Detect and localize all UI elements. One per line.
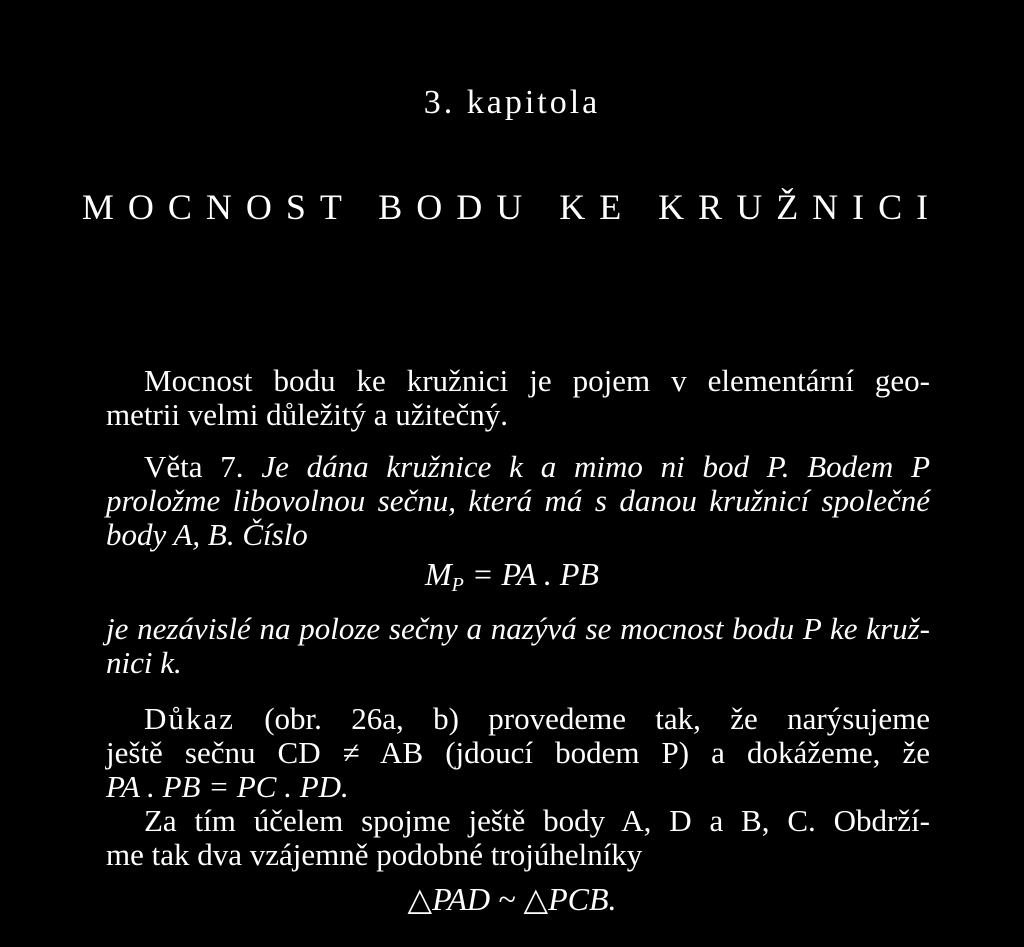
theorem-line-4: je nezávislé na poloze sečny a nazývá se mocnost bodu P ke kruž- — [106, 611, 930, 646]
intro-line-2: metrii velmi důležitý a užitečný. — [106, 397, 509, 432]
theorem-paragraph — [106, 450, 930, 552]
formula-subscript: P — [451, 574, 464, 596]
chapter-label: 3. kapitola — [423, 84, 601, 121]
proof-line-2: ještě sečnu CD ≠ AB (jdoucí bodem P) a dokážeme, že — [106, 735, 930, 770]
power-formula — [0, 556, 1024, 597]
formula-lhs: M — [425, 556, 452, 592]
theorem-continuation — [106, 612, 930, 680]
proof-line-5: me tak dva vzájemně podobné trojúhelníky — [106, 837, 643, 872]
intro-line-1: Mocnost bodu ke kružnici je pojem v elementární geo- — [144, 363, 930, 398]
theorem-line-5: nici k. — [106, 645, 182, 680]
proof-line-1 — [106, 702, 930, 736]
proof-label: Důkaz — [144, 701, 235, 736]
chapter-title: MOCNOST BODU KE KRUŽNICI — [81, 187, 943, 227]
proof-paragraph — [106, 702, 930, 872]
theorem-line-2: proložme libovolnou sečnu, která má s danou kružnicí společné — [106, 483, 930, 518]
theorem-label: Věta 7. — [144, 449, 244, 484]
intro-paragraph — [106, 364, 930, 432]
theorem-line-1-text: Je dána kružnice k a mimo ni bod P. Bodem P — [261, 449, 931, 484]
proof-line-1-rest: (obr. 26a, b) provedeme tak, že narýsujeme — [234, 701, 930, 736]
similarity-formula: △PAD ~ △PCB. — [407, 881, 617, 917]
formula-rhs: = PA . PB — [463, 556, 599, 592]
theorem-line-3: body A, B. Číslo — [106, 517, 308, 552]
theorem-line-1 — [106, 450, 930, 484]
proof-line-4: Za tím účelem spojme ještě body A, D a B, C. Obdrží- — [144, 803, 930, 838]
proof-line-3: PA . PB = PC . PD. — [106, 769, 349, 804]
